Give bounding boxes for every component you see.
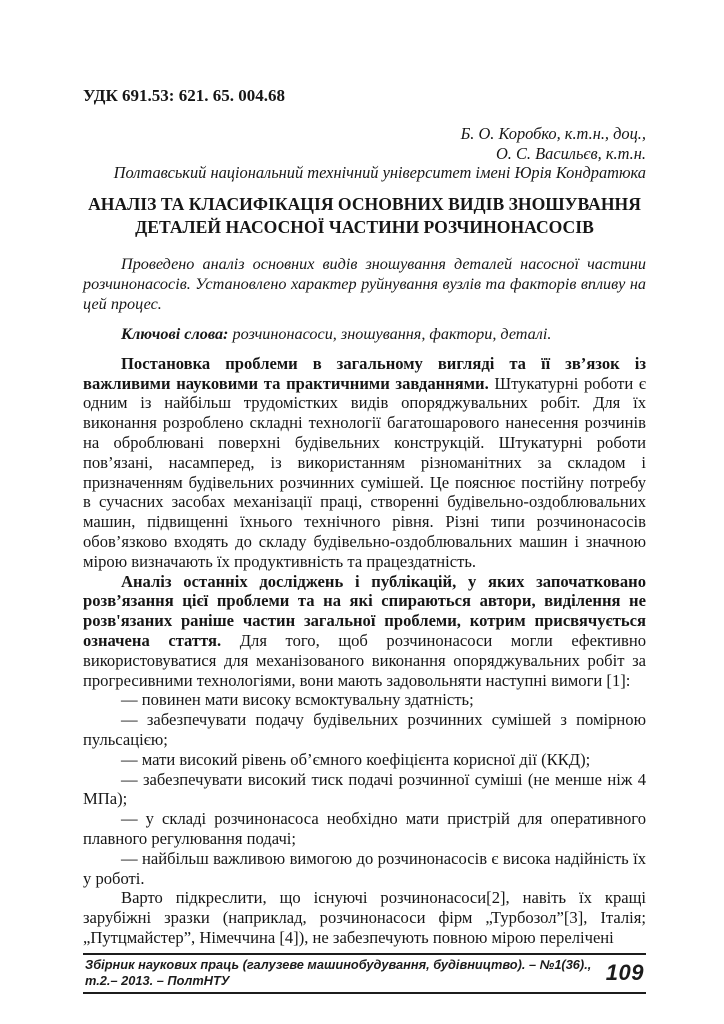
footer-journal-info: Збірник наукових праць (галузеве машинобудування, будівництво). – №1(36)., т.2.– 2013. – ПолтНТУ (85, 956, 592, 988)
paragraph-problem-statement (83, 354, 646, 572)
keywords-label: Ключові слова: (121, 324, 229, 343)
requirement-item-6: — найбільш важливою вимогою до розчинонасосів є висока надійність їх у роботі. (83, 848, 646, 888)
article-title-line-2: ДЕТАЛЕЙ НАСОСНОЇ ЧАСТИНИ РОЗЧИНОНАСОСІВ (135, 216, 594, 237)
udc-code: УДК 691.53: 621. 65. 004.68 (83, 86, 285, 105)
article-title-line-1: АНАЛІЗ ТА КЛАСИФІКАЦІЯ ОСНОВНИХ ВИДІВ ЗНОШУВАННЯ (88, 193, 641, 214)
paragraph-closing: Варто підкреслити, що існуючі розчинонасоси[2], навіть їх кращі зарубіжні зразки (наприклад, розчинонасоси фірм „Турбозол”[3], Італія; „Путцмайстер”, Німеччина [4]), не забезпечують повною мірою перелічені (83, 888, 646, 947)
paragraph-problem-statement-text: Штукатурні роботи є одним із найбільш трудомістких видів опоряджувальних робіт. Для їх виконання розроблено складні технології багатошарового нанесення розчинів на оброблювані поверхні будівельних конструкцій. Штукатурні роботи пов’язані, насамперед, із використанням різноманітних за складом і призначенням будівельних розчинних сумішей. Це пояснює постійну потребу в сучасних засобах механізації праці, створенні будівельно-оздоблювальних машин, підвищенні їхнього технічного рівня. Різні типи розчинонасосів обов’язково входять до складу будівельно-оздоблювальних машин і значною мірою визначають їх продуктивність та працездатність. (83, 373, 646, 571)
author-line-1: Б. О. Коробко, к.т.н., доц., (460, 124, 646, 143)
abstract-text: Проведено аналіз основних видів зношування деталей насосної частини розчинонасосів. Установлено характер руйнування вузлів та факторів впливу на цей процес. (83, 254, 646, 313)
keywords-line (83, 324, 646, 344)
author-line-2: О. С. Васильєв, к.т.н. (495, 143, 646, 163)
paragraph-analysis (83, 572, 646, 691)
requirement-item-2: — забезпечувати подачу будівельних розчинних сумішей з помірною пульсацією; (83, 710, 646, 749)
requirement-item-1: — повинен мати високу всмоктувальну здатність; (121, 690, 474, 710)
page-footer (83, 953, 646, 994)
footer-page-number: 109 (605, 959, 644, 985)
authors-block (83, 124, 646, 183)
requirement-item-4: — забезпечувати високий тиск подачі розчинної суміші (не менше ніж 4 МПа); (83, 769, 646, 809)
article-title (83, 193, 646, 239)
paragraph-problem-statement-lead: Постановка проблеми в загальному вигляді та її зв’язок із важливими науковими та практичними завданнями. (83, 353, 646, 393)
requirement-item-5: — у складі розчинонасоса необхідно мати пристрій для оперативного плавного регулювання подачі; (83, 809, 646, 848)
paragraph-analysis-lead: Аналіз останніх досліджень і публікацій, у яких започатковано розв’язання цієї проблеми та на які спираються автори, виділення не розв'язаних раніше частин загальної проблеми, котрим присвячується означена стаття. (83, 571, 646, 650)
requirement-item-3: — мати високий рівень об’ємного коефіцієнта корисної дії (ККД); (121, 749, 591, 769)
keywords-text: розчинонасоси, зношування, фактори, деталі. (232, 324, 552, 343)
paragraph-analysis-text: Для того, щоб розчинонасоси могли ефективно використовуватися для механізованого виконання опоряджувальних робіт за прогресивними технологіями, вони мають задовольняти наступні вимоги [1]: (83, 630, 646, 690)
affiliation: Полтавський національний технічний університет імені Юрія Кондратюка (113, 163, 646, 183)
